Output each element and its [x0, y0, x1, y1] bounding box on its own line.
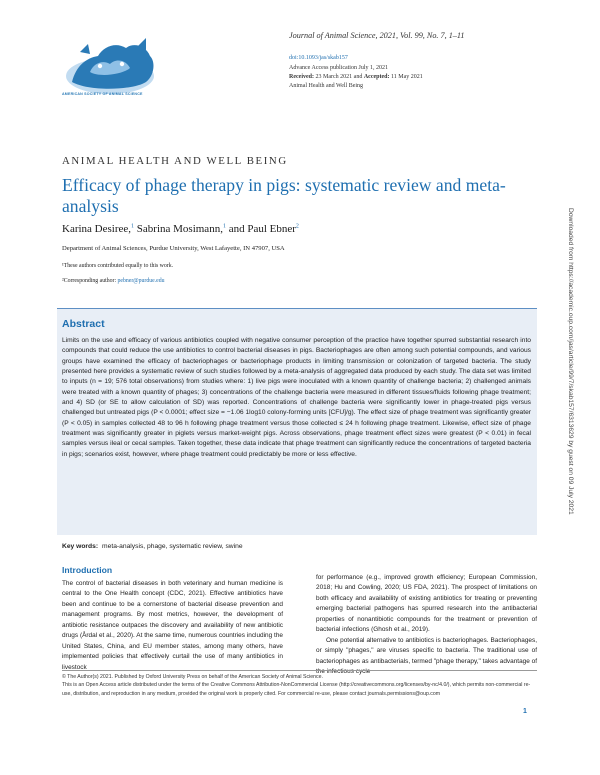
footer-divider	[62, 670, 537, 671]
intro-left-column	[62, 579, 283, 673]
copyright-line: © The Author(s) 2021. Published by Oxford University Press on behalf of the American Society of Animal Science.	[62, 674, 323, 680]
author-affiliation-mark[interactable]: 2	[295, 223, 299, 230]
author-note-equal: ¹These authors contributed equally to this work.	[62, 263, 174, 269]
doi-link[interactable]: doi:10.1093/jas/skab157	[289, 55, 348, 61]
download-watermark: Downloaded from https://academic.oup.com/jas/article/99/7/skab157/6313629 by guest on 09 July 2021	[567, 208, 574, 515]
keywords-label: Key words:	[62, 543, 99, 550]
author-list	[62, 223, 299, 235]
affiliation: Department of Animal Sciences, Purdue University, West Lafayette, IN 47907, USA	[62, 245, 285, 252]
license-text: This is an Open Access article distributed under the terms of the Creative Commons Attribution-NonCommercial License (http://creativecommons.org/licenses/by-nc/4.0/), which permits non-commercial re-use, distribution, and reproduction in any medium, provided the original work is properly cited. For commercial re-use, please contact journals.permissions@oup.com	[62, 682, 531, 697]
journal-citation	[289, 31, 465, 40]
header-section: Animal Health and Well Being	[289, 83, 364, 89]
keywords-list: meta-analysis, phage, systematic review, swine	[102, 543, 243, 550]
article-title: Efficacy of phage therapy in pigs: systematic review and meta-analysis	[62, 175, 506, 216]
abstract-heading: Abstract	[62, 318, 105, 330]
intro-paragraph: The control of bacterial diseases in both veterinary and human medicine is central to the One Health concept (CDC, 2021). Effective antibiotics have been and continue to be a cornerstone of bacterial disease prevention and management programs. By most metrics, however, the development of antibiotic resistance outpaces the discovery and availability of new antibiotic drugs (Årdal et al., 2020). At the same time, numerous countries including the United States, China, and EU member states, among many others, have implemented policies that effectively curtail the use of many antibiotics in livestock	[62, 580, 283, 671]
advance-access-date: Advance Access publication July 1, 2021	[289, 65, 388, 71]
intro-paragraph: One potential alternative to antibiotics is bacteriophages. Bacteriophages, or simply "phages," are viruses specific to bacteria. The traditional use of bacteriophages as antibacterials, termed "phage therapy," takes advantage of the infectious cycle	[316, 636, 537, 676]
corresponding-email-link[interactable]: pebner@purdue.edu	[117, 278, 165, 284]
received-accepted-dates	[289, 74, 423, 80]
copyright-footer	[62, 673, 537, 698]
intro-paragraph: for performance (e.g., improved growth efficiency; European Commission, 2018; Hu and Cowling, 2020; US FDA, 2021). The prospect of limitations on both efficacy and availability of existing antibiotics for treating or preventing emerging bacterial pathogens has spurred research into the antibacterial properties of nonantibiotic compounds for the treatment or prevention of bacterial infections (Ghosh et al., 2019).	[316, 574, 537, 634]
received-label: Received:	[289, 74, 314, 80]
author-affiliation-mark[interactable]: 1	[131, 223, 135, 230]
received-date: 23 March 2021 and	[314, 74, 364, 80]
journal-details: , 2021, Vol. 99, No. 7, 1–11	[375, 31, 465, 40]
journal-name[interactable]: Journal of Animal Science	[289, 31, 376, 40]
abstract-text: Limits on the use and efficacy of various antibiotics coupled with negative consumer perception of the practice have together spurred substantial research into compounds that could reduce the use antibiotics to control bacterial diseases in pigs. Bacteriophages are often among such potential compounds, and various groups have examined the efficacy of bacteriophages or bacteriophage products in limiting transmission or colonization of targeted bacteria. The study presented here provides a systematic review of such studies followed by a meta-analysis of aggregated data produced by each study. The data set was limited to inputs (n = 19; 576 total observations) from studies where: 1) live pigs were inoculated with a known quantity of challenge bacteria; 2) challenged animals were treated with a known quantity of phages; 3) concentrations of the challenge bacteria were measured in different tissues/fluids following phage treatment; and 4) SD (or SE to allow calculation of SD) was reported. Concentrations of challenge bacteria were significantly lower in phage-treated pigs versus challenged but untreated pigs (P < 0.0001; effect size = −1.06 1log10 colony-forming units [CFU]/g). The effect size of phage treatment was significantly greater (P < 0.05) in samples collected 48 to 96 h following phage treatment versus those collected ≤ 24 h following phage treatment. Likewise, effect size of phage treatment was significantly greater in piglets versus market-weight pigs. Across observations, phage treatment effect sizes were greatest (P < 0.01) in fecal samples versus ileal or cecal samples. Taken together, these data indicate that phage treatment can significantly reduce the concentrations of targeted bacteria in pigs; scenarios exist, however, where phage treatment could predictably be more or less effective.	[62, 337, 531, 458]
corresponding-label: ²Corresponding author:	[62, 278, 118, 284]
logo-text: AMERICAN SOCIETY OF ANIMAL SCIENCE	[62, 92, 143, 96]
author-name[interactable]: and Paul Ebner	[225, 223, 296, 235]
accepted-date: 11 May 2021	[389, 74, 423, 80]
intro-right-column	[316, 573, 537, 678]
author-affiliation-mark[interactable]: 1	[222, 223, 226, 230]
section-kicker: ANIMAL HEALTH AND WELL BEING	[62, 155, 288, 167]
keywords	[62, 543, 243, 550]
author-name[interactable]: Sabrina Mosimann,	[134, 223, 223, 235]
corresponding-author-note	[62, 278, 165, 284]
page-number: 1	[523, 708, 527, 715]
introduction-heading: Introduction	[62, 565, 113, 575]
accepted-label: Accepted:	[363, 74, 390, 80]
author-name[interactable]: Karina Desiree,	[62, 223, 132, 235]
